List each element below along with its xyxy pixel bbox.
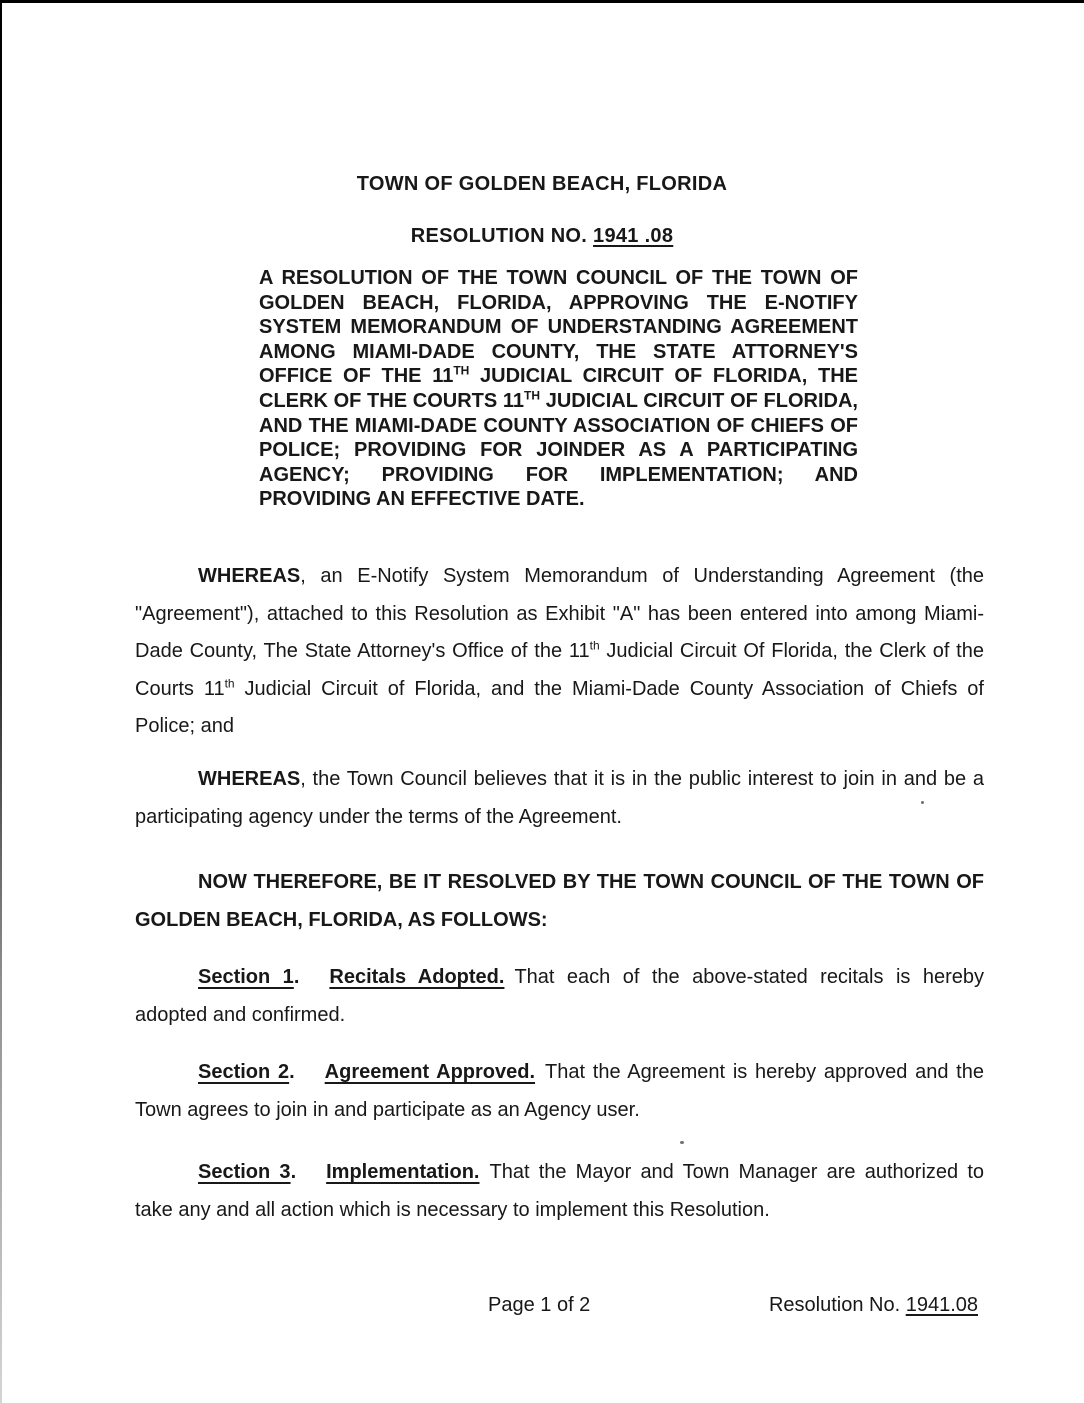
whereas-keyword: WHEREAS: [198, 768, 301, 790]
footer-resolution-value: 1941.08: [905, 1294, 978, 1316]
scan-edge-left-line: [0, 0, 2, 1403]
resolution-number-heading: [0, 224, 1084, 248]
recital-text-segment: Judicial Circuit Of Florida, the Clerk of the Courts 11: [135, 640, 984, 700]
section-title: Implementation.: [326, 1161, 480, 1183]
section-body-text: That the Mayor and Town Manager are authorized to take any and all action which is necessary to implement this Resolution.: [135, 1161, 984, 1221]
resolution-number-value: 1941 .08: [593, 225, 674, 247]
recital-text-segment: , the Town Council believes that it is in the public interest to join in and be a participating agency under the terms of the Agreement.: [135, 768, 984, 828]
page-number-label: Page 1 of 2: [488, 1294, 591, 1316]
superscript-ordinal: TH: [524, 388, 541, 403]
recital-paragraph-1: [135, 558, 984, 746]
section-title: Recitals Adopted.: [329, 966, 505, 988]
section-body-text: That each of the above-stated recitals is hereby adopted and confirmed.: [135, 966, 984, 1026]
superscript-ordinal: TH: [453, 363, 470, 378]
section-number-period: .: [289, 1061, 295, 1083]
footer-resolution-prefix: Resolution No.: [768, 1294, 906, 1316]
superscript-ordinal: th: [589, 638, 600, 653]
section-title: Agreement Approved.: [324, 1061, 536, 1083]
section-paragraph-2: [135, 1054, 984, 1129]
recital-text-segment: , an E-Notify System Memorandum of Understanding Agreement (the "Agreement"), attached to this Resolution as Exhibit "A" has been entered into among Miami-Dade County, The State Attorney's Office of the 11: [135, 565, 984, 662]
section-number-period: .: [293, 966, 300, 988]
section-number: Section 1: [198, 966, 294, 988]
superscript-ordinal: th: [224, 675, 235, 690]
resolution-caption: [259, 266, 858, 512]
section-number: Section 2: [198, 1061, 290, 1083]
section-number: Section 3: [198, 1161, 291, 1183]
whereas-keyword: WHEREAS: [198, 565, 301, 587]
section-body-text: That the Agreement is hereby approved and the Town agrees to join in and participate as an Agency user.: [135, 1061, 984, 1121]
scan-edge-top-line: [0, 0, 1084, 3]
section-paragraph-1: [135, 959, 984, 1034]
caption-text-segment: A RESOLUTION OF THE TOWN COUNCIL OF THE TOWN OF GOLDEN BEACH, FLORIDA, APPROVING THE E-NOTIFY SYSTEM MEMORANDUM OF UNDERSTANDING AGREEMENT AMONG MIAMI-DADE COUNTY, THE STATE ATTORNEY'S OFFICE OF THE 11: [259, 267, 858, 388]
footer-resolution-number: [769, 1292, 978, 1318]
section-paragraph-3: [135, 1154, 984, 1229]
document-title: TOWN OF GOLDEN BEACH, FLORIDA: [356, 173, 728, 195]
recital-paragraph-2: [135, 761, 984, 836]
resolution-number-prefix: RESOLUTION NO.: [410, 225, 594, 247]
caption-text-segment: JUDICIAL CIRCUIT OF FLORIDA, THE CLERK OF THE COURTS 11: [259, 365, 858, 412]
resolved-clause: NOW THEREFORE, BE IT RESOLVED BY THE TOWN COUNCIL OF THE TOWN OF GOLDEN BEACH, FLORIDA, AS FOLLOWS:: [135, 871, 984, 931]
recital-text-segment: Judicial Circuit of Florida, and the Miami-Dade County Association of Chiefs of Police; and: [135, 677, 984, 737]
ink-speck: [680, 1141, 684, 1144]
caption-text-segment: JUDICIAL CIRCUIT OF FLORIDA, AND THE MIAMI-DADE COUNTY ASSOCIATION OF CHIEFS OF POLICE; PROVIDING FOR JOINDER AS A PARTICIPATING AGENCY; PROVIDING FOR IMPLEMENTATION; AND PROVIDING AN EFFECTIVE DATE.: [259, 389, 858, 511]
section-number-period: .: [290, 1161, 297, 1183]
